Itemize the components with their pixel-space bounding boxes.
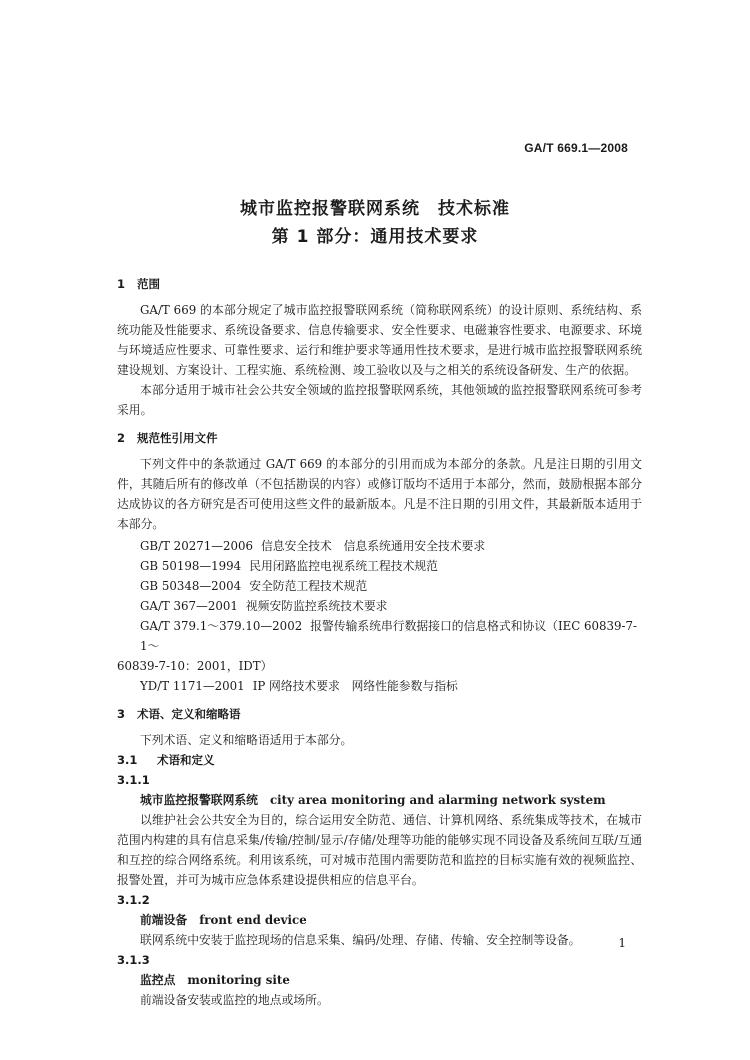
subsection-3-1-heading bbox=[117, 750, 642, 770]
section-3-paragraph-1: 下列术语、定义和缩略语适用于本部分。 bbox=[140, 733, 353, 747]
reference-code: YD/T 1171—2001 bbox=[140, 679, 245, 693]
term-number: 3.1.3 bbox=[117, 953, 150, 967]
reference-item bbox=[117, 576, 642, 596]
reference-item bbox=[117, 616, 642, 656]
section-number: 1 bbox=[117, 277, 126, 291]
term-definition: 以维护社会公共安全为目的，综合运用安全防范、通信、计算机网络、系统集成等技术，在城市范围内构建的具有信息采集/传输/控制/显示/存储/处理等功能的能够实现不同设备及系统间互联/互通和互控的综合网络系统。利用该系统，可对城市范围内需要防范和监控的目标实施有效的视频监控、报警处置，并可为城市应急体系建设提供相应的信息平台。 bbox=[117, 813, 642, 887]
term-number: 3.1.2 bbox=[117, 893, 150, 907]
section-3-heading bbox=[117, 704, 642, 724]
section-2-paragraph-1: 下列文件中的条款通过 GA/T 669 的本部分的引用而成为本部分的条款。凡是注日期的引用文件，其随后所有的修改单（不包括勘误的内容）或修订版均不适用于本部分，然而，鼓励根据本部分达成协议的各方研究是否可使用这些文件的最新版本。凡是不注日期的引用文件，其最新版本适用于本部分。 bbox=[117, 457, 642, 531]
document-title bbox=[0, 195, 750, 251]
term-definition: 联网系统中安装于监控现场的信息采集、编码/处理、存储、传输、安全控制等设备。 bbox=[140, 933, 581, 947]
reference-title: 视频安防监控系统技术要求 bbox=[245, 599, 388, 613]
section-2-heading bbox=[117, 428, 642, 448]
term-chinese: 前端设备 bbox=[140, 913, 188, 927]
standard-code: GA/T 669.1—2008 bbox=[524, 141, 628, 155]
section-number: 3 bbox=[117, 707, 126, 721]
section-title: 术语、定义和缩略语 bbox=[137, 707, 241, 721]
reference-title: IP 网络技术要求 网络性能参数与指标 bbox=[252, 679, 458, 693]
subsection-number: 3.1 bbox=[117, 753, 138, 767]
title-line-1: 城市监控报警联网系统 技术标准 bbox=[240, 199, 510, 219]
term-english: front end device bbox=[199, 913, 307, 927]
term-heading bbox=[117, 790, 642, 810]
term-english: monitoring site bbox=[187, 973, 290, 987]
section-title: 范围 bbox=[137, 277, 160, 291]
reference-code: GB 50198—1994 bbox=[140, 559, 242, 573]
subsection-title: 术语和定义 bbox=[157, 753, 215, 767]
document-body bbox=[117, 274, 642, 1010]
reference-item bbox=[117, 596, 642, 616]
term-chinese: 城市监控报警联网系统 bbox=[140, 793, 258, 807]
reference-code: GA/T 379.1～379.10—2002 bbox=[140, 619, 303, 633]
term-chinese: 监控点 bbox=[140, 973, 176, 987]
term-heading bbox=[117, 970, 642, 990]
title-line-2: 第 1 部分：通用技术要求 bbox=[271, 227, 479, 247]
reference-title: 安全防范工程技术规范 bbox=[249, 579, 368, 593]
term-number: 3.1.1 bbox=[117, 773, 150, 787]
reference-item bbox=[117, 676, 642, 696]
reference-code: GB/T 20271—2006 bbox=[140, 539, 254, 553]
reference-code: GA/T 367—2001 bbox=[140, 599, 238, 613]
page-number: 1 bbox=[618, 936, 626, 950]
section-title: 规范性引用文件 bbox=[137, 431, 218, 445]
section-number: 2 bbox=[117, 431, 126, 445]
term-definition: 前端设备安装或监控的地点或场所。 bbox=[140, 993, 329, 1007]
term-english: city area monitoring and alarming network system bbox=[269, 793, 606, 807]
reference-code: GB 50348—2004 bbox=[140, 579, 242, 593]
reference-item-continuation: 60839-7-10：2001，IDT） bbox=[117, 659, 273, 673]
reference-item bbox=[117, 536, 642, 556]
section-1-paragraph-1: GA/T 669 的本部分规定了城市监控报警联网系统（简称联网系统）的设计原则、系统结构、系统功能及性能要求、系统设备要求、信息传输要求、安全性要求、电磁兼容性要求、电源要求、环境与环境适应性要求、可靠性要求、运行和维护要求等通用性技术要求，是进行城市监控报警联网系统建设规划、方案设计、工程实施、系统检测、竣工验收以及与之相关的系统设备研发、生产的依据。 bbox=[117, 303, 642, 377]
reference-title: 信息安全技术 信息系统通用安全技术要求 bbox=[261, 539, 486, 553]
section-1-paragraph-2: 本部分适用于城市社会公共安全领域的监控报警联网系统，其他领域的监控报警联网系统可参考采用。 bbox=[117, 383, 642, 417]
reference-title: 民用闭路监控电视系统工程技术规范 bbox=[249, 559, 438, 573]
reference-item bbox=[117, 556, 642, 576]
term-heading bbox=[117, 910, 642, 930]
reference-title: 报警传输系统串行数据接口的信息格式和协议（IEC 60839-7-1～ bbox=[140, 619, 637, 653]
section-1-heading bbox=[117, 274, 642, 294]
